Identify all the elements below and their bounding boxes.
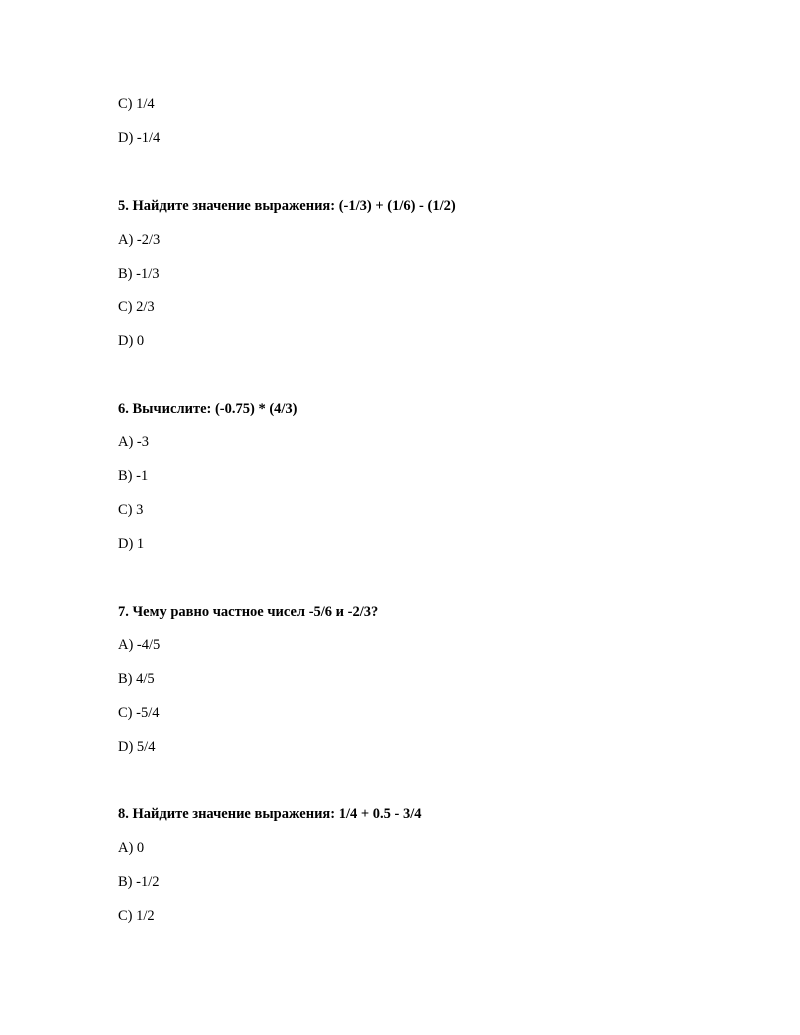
answer-option: B) 4/5 [118, 671, 155, 687]
answer-option: C) 1/4 [118, 96, 155, 112]
answer-option: A) -4/5 [118, 637, 161, 653]
answer-option: D) -1/4 [118, 130, 161, 146]
answer-option: D) 1 [118, 536, 145, 552]
answer-option: D) 5/4 [118, 739, 156, 755]
answer-option: B) -1/3 [118, 266, 160, 282]
answer-option: A) -3 [118, 434, 150, 450]
answer-option: D) 0 [118, 333, 145, 349]
answer-option: B) -1/2 [118, 874, 160, 890]
answer-option: C) 1/2 [118, 908, 155, 924]
answer-option: A) -2/3 [118, 232, 161, 248]
question-8-text: 8. Найдите значение выражения: 1/4 + 0.5 - 3/4 [118, 806, 422, 822]
answer-option: C) 3 [118, 502, 144, 518]
answer-option: A) 0 [118, 840, 145, 856]
question-5-text: 5. Найдите значение выражения: (-1/3) + (1/6) - (1/2) [118, 198, 456, 214]
question-7-text: 7. Чему равно частное чисел -5/6 и -2/3? [118, 604, 379, 620]
answer-option: C) 2/3 [118, 299, 155, 315]
answer-option: C) -5/4 [118, 705, 160, 721]
question-6-text: 6. Вычислите: (-0.75) * (4/3) [118, 401, 298, 417]
answer-option: B) -1 [118, 468, 149, 484]
